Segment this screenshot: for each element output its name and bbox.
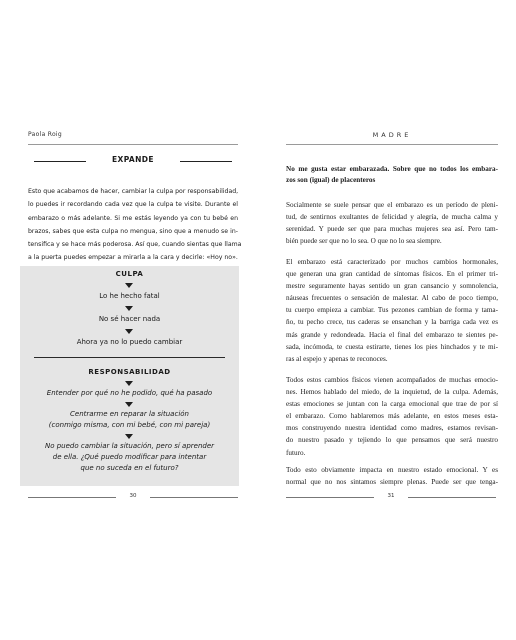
down-arrow-icon <box>125 434 133 439</box>
right-page <box>258 0 516 640</box>
header-rule <box>286 144 498 145</box>
body-paragraph <box>286 256 498 365</box>
page-footer <box>28 493 238 501</box>
body-line: ras al espejo y apenas te reconoces. <box>286 354 388 363</box>
body-paragraph <box>286 464 498 488</box>
body-line: tud, de sentirnos exultantes de felicidad y alegría, de mucha calma y <box>286 213 498 222</box>
body-line: ño, tu pecho crece, tus caderas se ensanchan y la barriga cada vez es <box>286 318 498 327</box>
down-arrow-icon <box>125 306 133 311</box>
culpa-item: Lo he hecho fatal <box>99 292 160 300</box>
culpa-item: Ahora ya no lo puedo cambiar <box>76 338 183 346</box>
body-line: Todos estos cambios físicos vienen acompañados de muchas emocio- <box>286 376 498 384</box>
down-arrow-icon <box>125 402 133 407</box>
body-line: bién puede ser que no lo sea. O que no lo sea siempre. <box>286 237 442 246</box>
culpa-responsabilidad-box <box>20 266 239 486</box>
body-line: que generan una gran cantidad de síntomas físicos. En el primer tri- <box>286 270 498 279</box>
down-arrow-icon <box>125 283 133 288</box>
body-line: más grande y redondeada. Hacia el final del embarazo te sientes pe- <box>286 330 498 339</box>
body-paragraph <box>286 374 498 459</box>
intro-line: embarazo o más adelante. Si me estás leyendo ya con tu bebé en <box>28 214 238 222</box>
body-line: mestre seguramente hayas sentido un gran cansancio y somnolencia, <box>286 282 498 291</box>
intro-line: brazos, sabes que esta culpa no mengua, sino que a menudo se in- <box>28 227 238 235</box>
page-number: 31 <box>387 493 395 499</box>
responsabilidad-item: (conmigo misma, con mi bebé, con mi pareja) <box>48 421 211 429</box>
body-line: futuro. <box>286 448 306 457</box>
heading-line: zos son (igual) de placenteros <box>286 176 376 184</box>
section-heading <box>286 164 498 186</box>
body-line: nes. Hemos hablado del miedo, de la inquietud, de la culpa. Además, <box>286 388 498 397</box>
header-rule <box>28 144 238 145</box>
body-line: serenidad. Y puede ser que para muchas mujeres sea así. Pero tam- <box>286 225 498 234</box>
footer-rule-right <box>408 497 496 498</box>
body-line: do nuestro pasado y tejiendo lo que pensamos que será nuestro <box>286 436 498 445</box>
expand-label: EXPANDE <box>112 155 154 164</box>
body-line: normal que no nos sintamos siempre plenas. Puede ser que tenga- <box>286 478 498 487</box>
intro-line: Esto que acabamos de hacer, cambiar la culpa por responsabilidad, <box>28 188 239 195</box>
body-line: El embarazo está caracterizado por muchos cambios hormonales, <box>286 258 498 266</box>
body-paragraph <box>286 199 498 247</box>
page-footer <box>286 493 496 501</box>
responsabilidad-item: que no suceda en el futuro? <box>80 464 179 472</box>
responsabilidad-title: RESPONSABILIDAD <box>88 368 171 376</box>
running-header-title: MADRE <box>372 131 412 139</box>
responsabilidad-item: Centrarme en reparar la situación <box>70 410 189 418</box>
responsabilidad-item: No puedo cambiar la situación, pero sí aprender <box>44 442 215 450</box>
running-header-author: Paola Roig <box>28 131 62 138</box>
body-line: tu cuerpo empieza a cambiar. Tus pezones cambian de forma y tama- <box>286 306 498 315</box>
body-line: el embarazo. Como hablaremos más adelante, en estos meses esta- <box>286 412 498 421</box>
body-line: estas emociones se juntan con la carga emocional que trae de por sí <box>286 400 498 409</box>
down-arrow-icon <box>125 329 133 334</box>
culpa-title: CULPA <box>115 270 144 278</box>
intro-line: a la puerta puedes empezar a mirarla a la cara y decirle: «Hoy no». <box>28 254 238 262</box>
intro-paragraph <box>28 185 242 265</box>
expand-rule-right <box>180 161 232 162</box>
responsabilidad-item: de ella. ¿Qué puedo modificar para intentar <box>52 453 207 461</box>
body-line: náuseas frecuentes o sensación de malestar. Al cabo de poco tiempo, <box>286 294 498 303</box>
body-line: Todo esto obviamente impacta en nuestro estado emocional. Y es <box>286 466 498 474</box>
intro-line: tensifica y se hace más poderosa. Así que, cuando sientas que llama <box>28 241 242 249</box>
heading-line: No me gusta estar embarazada. Sobre que no todos los embara- <box>286 165 498 173</box>
page-number: 30 <box>129 493 137 499</box>
down-arrow-icon <box>125 381 133 386</box>
culpa-item: No sé hacer nada <box>98 315 161 323</box>
body-line: Socialmente se suele pensar que el embarazo es un período de pleni- <box>286 201 498 209</box>
responsabilidad-item: Entender por qué no he podido, qué ha pasado <box>46 389 213 397</box>
footer-rule-right <box>150 497 238 498</box>
body-line: mos construyendo nuestra identidad como madres, estamos revisan- <box>286 424 498 433</box>
body-line: sada, incómoda, te cuesta estirarte, tienes los pies hinchados y te mi- <box>286 342 498 351</box>
box-divider <box>34 357 225 358</box>
intro-line: lo puedes ir recordando cada vez que la culpa te visite. Durante el <box>28 201 238 209</box>
expand-heading <box>28 155 238 167</box>
